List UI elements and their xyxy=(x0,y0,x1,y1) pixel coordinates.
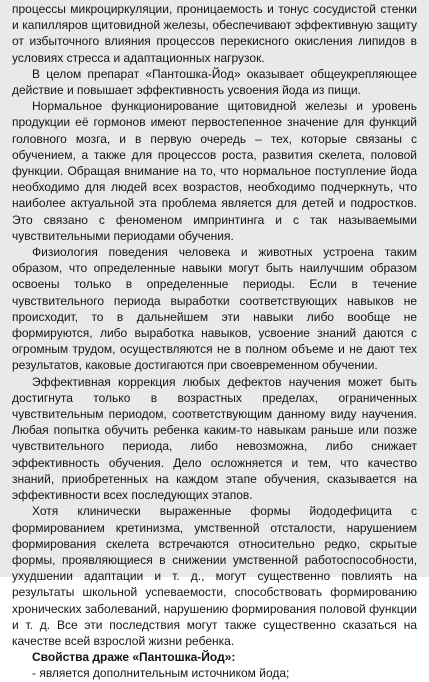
paragraph-2: В целом препарат «Пантошка-Йод» оказывает общеукрепляющее действие и повышает эффективность усвоения йода из пищи. xyxy=(12,66,417,98)
paragraph-1: процессы микроциркуляции, проницаемость и тонус сосудистой стенки и капилляров щитовидной железы, обеспечивают эффективную защиту от избыточного влияния процессов перекисного окисления липидов в условиях стресса и адаптационных нагрузок. xyxy=(12,2,417,65)
paragraph-4: Физиология поведения человека и животных устроена таким образом, что определенные навыки могут быть наилучшим образом освоены только в определенные периоды. Если в течение чувствительного периода выработки соответствующих навыков не происходит, то в дальнейшем эти навыки либо вообще не формируются, либо выработка навыков, усвоение знаний даются с огромным трудом, осуществляются не в полном объеме и не дают тех результатов, каковые достигаются при своевременном обучении. xyxy=(12,245,417,373)
paragraph-5: Эффективная коррекция любых дефектов научения может быть достигнута только в возрастных пределах, ограниченных чувствительным периодом, соответствующим данному виду научения. Любая попытка обучить ребенка каким-то навыкам раньше или позже чувствительного периода, либо невозможна, либо снижает эффективность обучения. Дело осложняется и тем, что качество знаний, приобретенных на каждом этапе обучения, сказывается на эффективности всех последующих этапов. xyxy=(12,374,417,503)
paragraph-3: Нормальное функционирование щитовидной железы и уровень продукции её гормонов имеют первостепенное значение для функций головного мозга, и в первую очередь – тех, которые связаны с обучением, а также для процессов роста, развития скелета, половой функции. Обращая внимание на то, что нормальное поступление йода необходимо для людей всех возрастов, необходимо подчеркнуть, что наиболее актуальной эта проблема является для детей и подростков. Это связано с феноменом импринтинга и с так называемыми чувствительными периодами обучения. xyxy=(12,99,417,243)
list-item: - является дополнительным источником йода; xyxy=(32,666,290,681)
paragraph-6: Хотя клинически выраженные формы йододефицита с формированием кретинизма, умственной отсталости, нарушением формирования скелета встречаются относительно редко, скрытые формы, проявляющиеся в снижении умственной работоспособности, ухудшении адаптации и т. д., могут существенно повлиять на результаты школьной успеваемости, способствовать формированию хронических заболеваний, нарушению формирования половой функции и т. д. Все эти последствия могут также существенно сказаться на качестве всей взрослой жизни ребенка. xyxy=(12,504,417,648)
section-heading: Свойства драже «Пантошка-Йод»: xyxy=(32,650,236,665)
